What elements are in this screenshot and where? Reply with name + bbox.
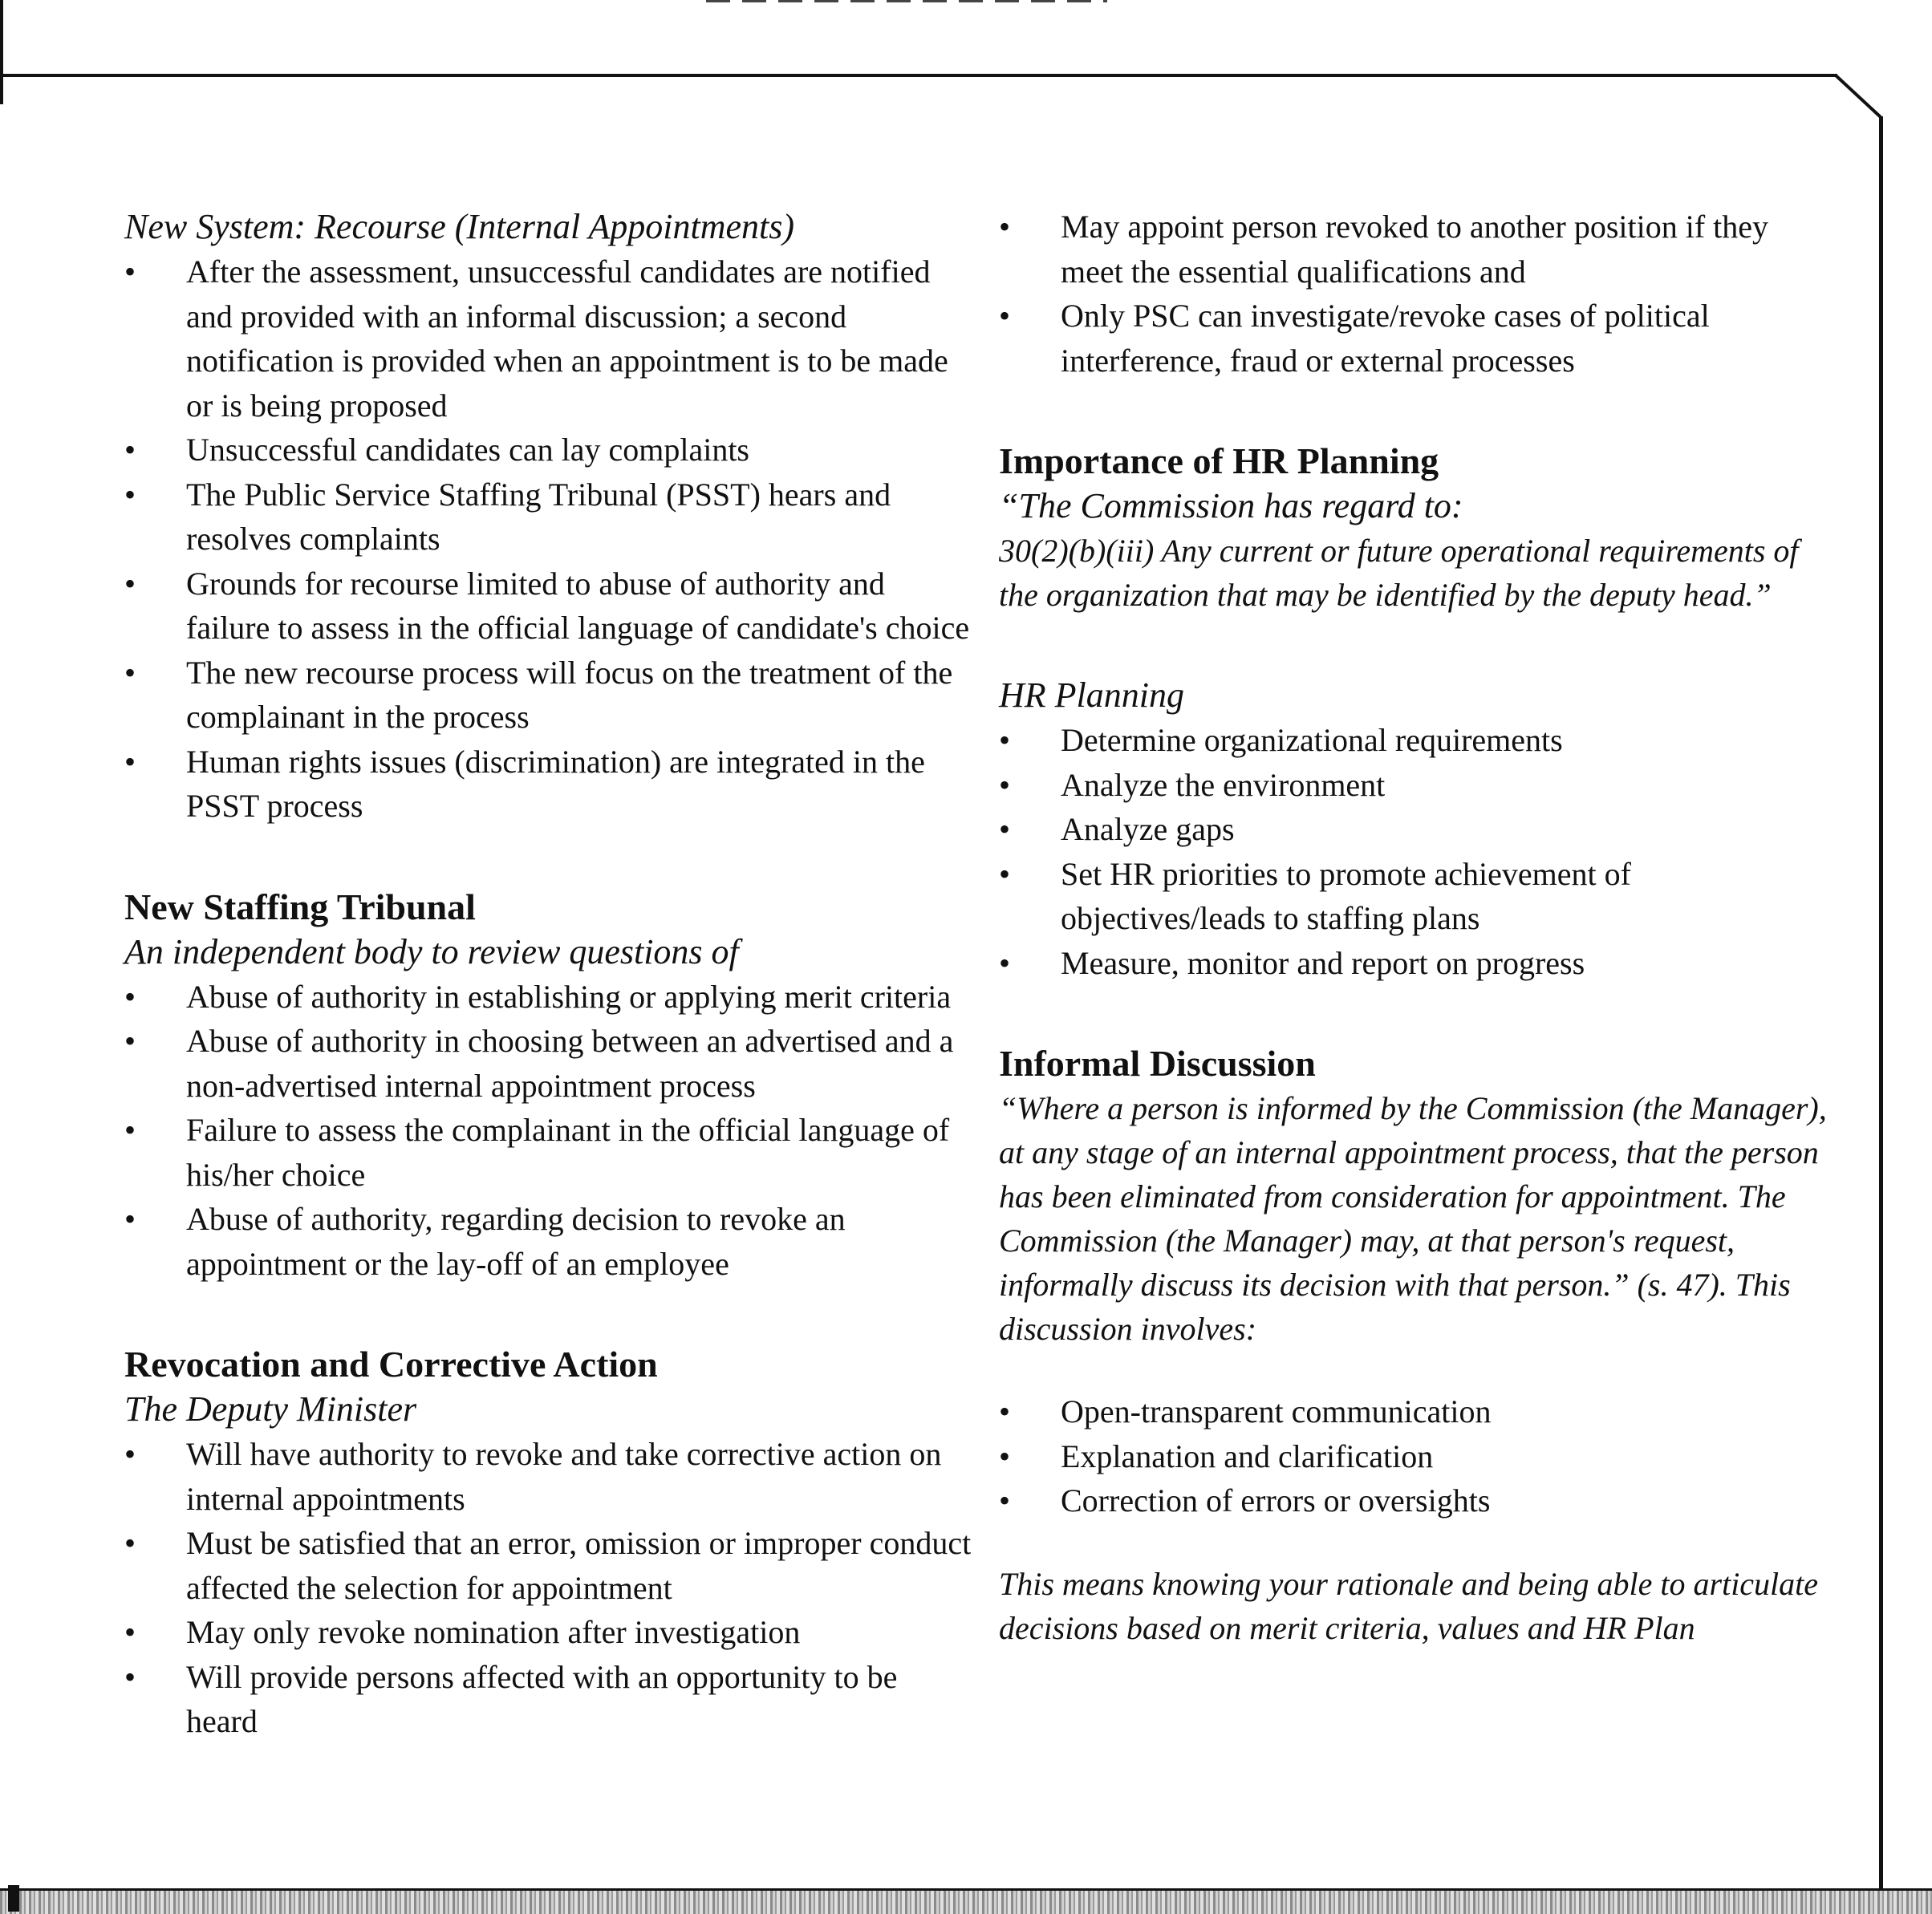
list-item: • Must be satisfied that an error, omission or improper conduct affected the selection for appointment [124,1521,975,1610]
list-item: • Set HR priorities to promote achievement of objectives/leads to staffing plans [999,852,1833,941]
bullet-icon: • [999,1393,1011,1429]
tribunal-list [124,975,975,1287]
list-item: • Measure, monitor and report on progress [999,941,1833,986]
scan-artifact-bottom [0,1888,1932,1914]
bullet-icon: • [124,1112,136,1148]
list-item: • Failure to assess the complainant in the official language of his/her choice [124,1108,975,1197]
list-item: • After the assessment, unsuccessful candidates are notified and provided with an informal discussion; a second notification is provided when an appointment is to be made or is being proposed [124,249,975,428]
bullet-icon: • [124,565,136,602]
spacer [999,1351,1833,1389]
list-item: • Abuse of authority in choosing between an advertised and a non-advertised internal appointment process [124,1019,975,1108]
bullet-icon: • [124,253,136,290]
left-column [124,205,975,1744]
list-item: • Explanation and clarification [999,1434,1833,1479]
spacer [999,1523,1833,1562]
hr-planning-heading: HR Planning [999,675,1184,715]
bullet-icon: • [999,298,1011,334]
scan-artifact-bottom-left [8,1885,19,1912]
list-item: • Analyze gaps [999,807,1833,852]
tribunal-subheading: An independent body to review questions of [124,931,739,971]
spacer [999,985,1833,1041]
bullet-icon: • [124,1614,136,1650]
bullet-icon: • [999,722,1011,758]
list-item: • Correction of errors or oversights [999,1478,1833,1523]
hr-importance-quote: 30(2)(b)(iii) Any current or future operational requirements of the organization that may be identified by the deputy head.” [999,533,1799,613]
informal-quote: “Where a person is informed by the Commission (the Manager), at any stage of an internal appointment process, that the person has been eliminated from consideration for appointment. The Commission (the Manager) may, at that person's request, informally discuss its decision with that person.” (s. 47). This discussion involves: [999,1090,1827,1347]
list-item: • Analyze the environment [999,763,1833,808]
bullet-icon: • [999,944,1011,981]
tribunal-heading: New Staffing Tribunal [124,886,476,927]
bullet-icon: • [999,1438,1011,1474]
list-item: • Determine organizational requirements [999,718,1833,763]
bullet-icon: • [124,1023,136,1059]
list-item: • Only PSC can investigate/revoke cases of political interference, fraud or external processes [999,294,1833,383]
list-item: • May appoint person revoked to another position if they meet the essential qualifications and [999,205,1833,294]
spacer [124,1286,975,1342]
frame-top-rule [0,74,1833,77]
list-item: • Grounds for recourse limited to abuse of authority and failure to assess in the official language of candidate's choice [124,562,975,651]
revocation-continued-list [999,205,1833,383]
frame-left-edge [0,0,3,104]
bullet-icon: • [999,855,1011,892]
hr-importance-subheading: “The Commission has regard to: [999,486,1463,525]
hr-planning-list [999,718,1833,985]
bullet-icon: • [124,1525,136,1561]
list-item: • The Public Service Staffing Tribunal (PSST) hears and resolves complaints [124,472,975,562]
right-column [999,205,1833,1650]
bullet-icon: • [124,654,136,691]
bullet-icon: • [124,1436,136,1472]
bullet-icon: • [124,476,136,513]
bullet-icon: • [124,1658,136,1695]
spacer [999,383,1833,439]
bullet-icon: • [124,743,136,780]
list-item: • The new recourse process will focus on the treatment of the complainant in the process [124,651,975,740]
list-item: • May only revoke nomination after investigation [124,1610,975,1655]
informal-list [999,1389,1833,1523]
list-item: • Abuse of authority in establishing or applying merit criteria [124,975,975,1020]
list-item: • Human rights issues (discrimination) are integrated in the PSST process [124,740,975,829]
bullet-icon: • [999,209,1011,245]
bullet-icon: • [999,766,1011,803]
bullet-icon: • [124,978,136,1015]
revocation-heading: Revocation and Corrective Action [124,1344,658,1385]
bullet-icon: • [124,432,136,468]
list-item: • Will have authority to revoke and take corrective action on internal appointments [124,1432,975,1521]
list-item: • Unsuccessful candidates can lay complaints [124,428,975,472]
bullet-icon: • [999,1482,1011,1519]
bullet-icon: • [124,1201,136,1237]
recourse-heading: New System: Recourse (Internal Appointments) [124,207,795,246]
bullet-icon: • [999,811,1011,847]
spacer [999,617,1833,673]
frame-corner [1821,74,1885,122]
list-item: • Open-transparent communication [999,1389,1833,1434]
recourse-list [124,249,975,829]
scan-artifact-top [706,0,1107,2]
informal-heading: Informal Discussion [999,1043,1316,1084]
spacer [124,829,975,885]
revocation-subheading: The Deputy Minister [124,1389,417,1429]
list-item: • Will provide persons affected with an opportunity to be heard [124,1655,975,1744]
revocation-list [124,1432,975,1744]
hr-importance-heading: Importance of HR Planning [999,440,1439,481]
frame-right-rule [1879,116,1883,1889]
list-item: • Abuse of authority, regarding decision to revoke an appointment or the lay-off of an employee [124,1197,975,1286]
informal-closing: This means knowing your rationale and being able to articulate decisions based on merit criteria, values and HR Plan [999,1565,1819,1646]
